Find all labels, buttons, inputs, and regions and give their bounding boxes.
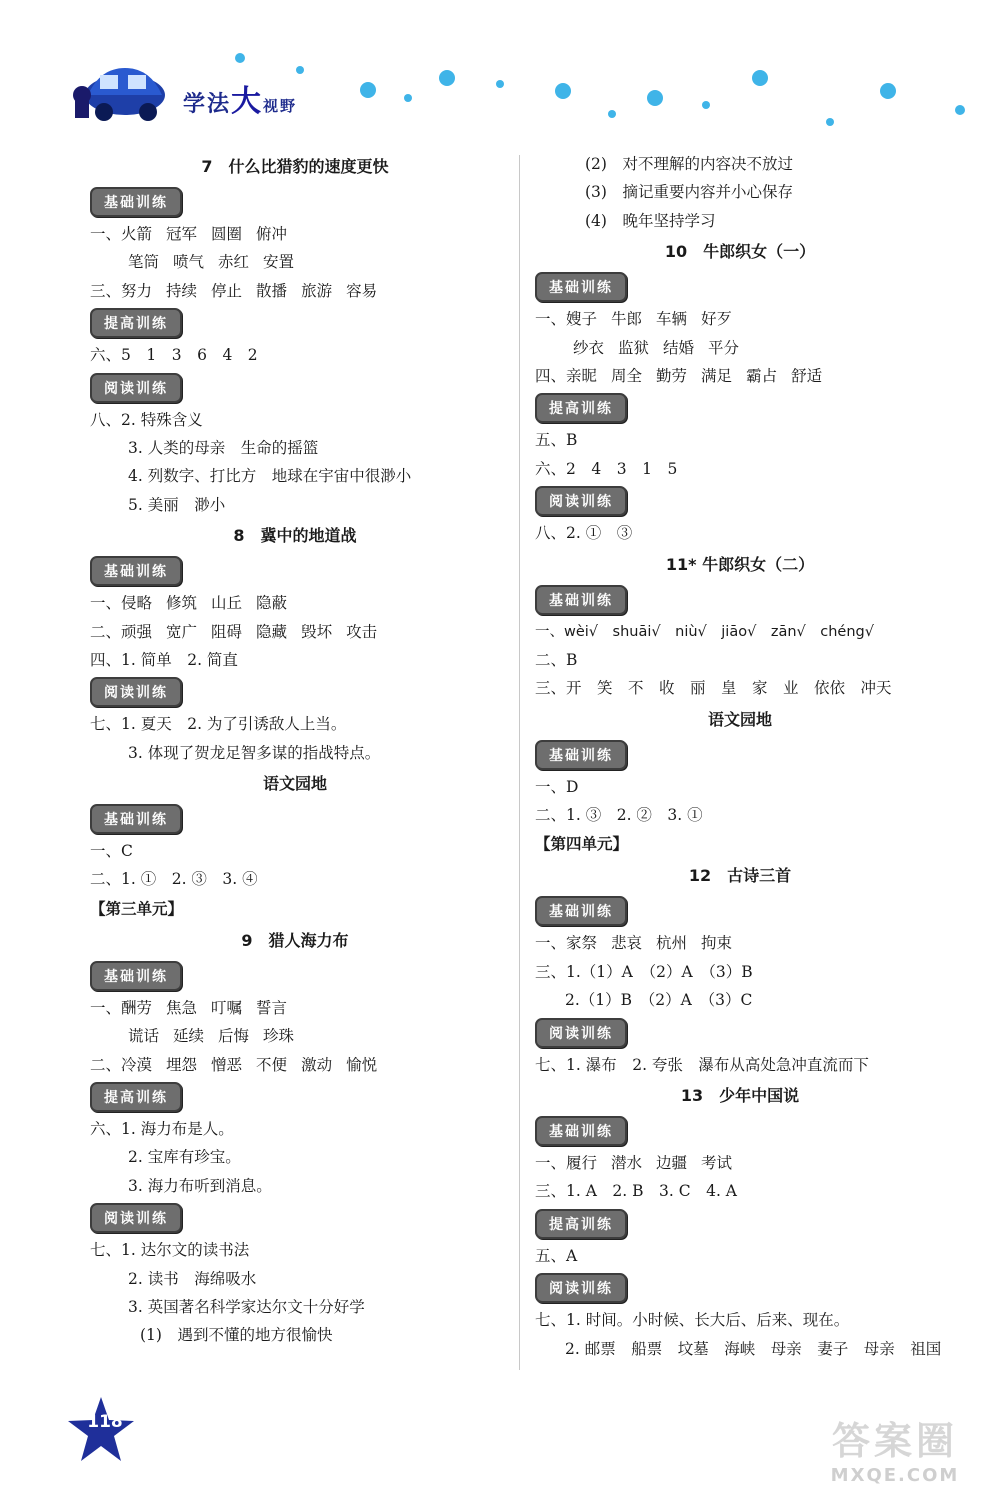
page-header	[0, 0, 1000, 140]
answer-line: 七、1. 时间。小时候、长大后、后来、现在。	[535, 1311, 850, 1330]
answer-line: 三、努力 持续 停止 散播 旅游 容易	[90, 281, 378, 300]
answer-line: 一、D	[535, 777, 579, 796]
logo-part-b: 大	[231, 84, 264, 119]
answer-line: 四、1. 简单 2. 简直	[90, 650, 238, 669]
basic-training-tag: 基础训练	[90, 804, 182, 834]
answer-line: 一、酬劳 焦急 叮嘱 誓言	[90, 998, 288, 1017]
reading-training-tag: 阅读训练	[535, 1273, 627, 1303]
answer-line: 谎话 延续 后悔 珍珠	[128, 1027, 295, 1046]
answer-line: 五、A	[535, 1246, 578, 1265]
reading-training-tag: 阅读训练	[90, 373, 182, 403]
answer-line: 七、1. 夏天 2. 为了引诱敌人上当。	[90, 715, 347, 734]
watermark	[810, 1410, 980, 1490]
answer-line: 一、火箭 冠军 圆圈 俯冲	[90, 225, 288, 243]
basic-training-tag: 基础训练	[90, 961, 182, 991]
improve-training-tag: 提高训练	[535, 393, 627, 423]
header-logo	[183, 76, 297, 120]
answer-line: 七、1. 瀑布 2. 夸张 瀑布从高处急冲直流而下	[535, 1055, 869, 1074]
answer-line: 二、顽强 宽广 阻碍 隐藏 毁坏 攻击	[90, 622, 378, 641]
answer-line: 四、亲昵 周全 勤劳 满足 霸占 舒适	[535, 366, 823, 385]
header-decoration	[0, 0, 1000, 140]
lesson-title: 7 什么比猎豹的速度更快	[201, 157, 389, 176]
watermark-url: MXQE.COM	[830, 1465, 960, 1486]
car-icon	[73, 68, 165, 121]
improve-training-tag: 提高训练	[90, 308, 182, 338]
answer-line: (1) 遇到不懂的地方很愉快	[140, 1326, 333, 1345]
logo-part-c: 视野	[263, 97, 298, 115]
lesson-title: 13 少年中国说	[680, 1086, 800, 1106]
answer-line: 七、1. 达尔文的读书法	[90, 1241, 250, 1260]
answer-line: 一、履行 潜水 边疆 考试	[535, 1154, 733, 1173]
reading-training-tag: 阅读训练	[535, 486, 627, 516]
logo-part-a: 学法	[183, 92, 232, 117]
answer-line: 六、2 4 3 1 5	[535, 459, 678, 478]
answer-line: 4. 列数字、打比方 地球在宇宙中很渺小	[128, 467, 412, 486]
answer-line: 3. 体现了贺龙足智多谋的指战特点。	[128, 743, 381, 762]
left-column	[90, 150, 500, 1350]
answer-line: 二、冷漠 埋怨 憎恶 不便 激动 愉悦	[90, 1055, 378, 1074]
reading-training-tag: 阅读训练	[90, 677, 182, 707]
right-column	[535, 150, 945, 1363]
answer-line: 六、5 1 3 6 4 2	[90, 346, 258, 365]
answer-line: 一、C	[90, 842, 133, 861]
answer-line: 一、家祭 悲哀 杭州 拘束	[535, 934, 733, 953]
lesson-title: 10 牛郎织女（一）	[664, 242, 816, 262]
answer-line: 二、B	[535, 650, 578, 669]
section-title: 语文园地	[707, 709, 772, 729]
answer-line: 5. 美丽 渺小	[128, 495, 226, 514]
answer-line: 五、B	[535, 431, 578, 450]
improve-training-tag: 提高训练	[90, 1082, 182, 1112]
lesson-title: 8 冀中的地道战	[233, 526, 357, 546]
watermark-logo: 答案圈	[831, 1419, 958, 1463]
answer-line: 2. 宝库有珍宝。	[128, 1148, 241, 1167]
answer-line: 2. 读书 海绵吸水	[128, 1269, 257, 1288]
unit-heading: 【第四单元】	[535, 835, 629, 854]
answer-line: 八、2. ① ③	[535, 524, 633, 543]
lesson-title: 11* 牛郎织女（二）	[665, 554, 815, 574]
answer-line: 二、1. ③ 2. ② 3. ①	[535, 806, 703, 825]
basic-training-tag: 基础训练	[90, 556, 182, 586]
answer-line: (4) 晚年坚持学习	[585, 211, 716, 230]
answer-line: 一、侵略 修筑 山丘 隐蔽	[90, 594, 288, 613]
basic-training-tag: 基础训练	[90, 187, 182, 217]
column-divider	[519, 155, 520, 1370]
unit-heading: 【第三单元】	[90, 899, 184, 918]
basic-training-tag: 基础训练	[535, 585, 627, 615]
answer-line: 纱衣 监狱 结婚 平分	[573, 338, 740, 357]
lesson-title: 12 古诗三首	[688, 866, 792, 886]
basic-training-tag: 基础训练	[535, 740, 627, 770]
answer-line: 一、wèi√ shuāi√ niù√ jiāo√ zān√ chéng√	[535, 623, 874, 640]
answer-line: 3. 人类的母亲 生命的摇篮	[128, 438, 319, 457]
answer-line: 2.（1）B （2）A （3）C	[565, 991, 753, 1010]
answer-line: 2. 邮票 船票 坟墓 海峡 母亲 妻子 母亲 祖国	[565, 1339, 942, 1358]
answer-line: 八、2. 特殊含义	[90, 410, 203, 429]
answer-line: 三、1. A 2. B 3. C 4. A	[535, 1182, 737, 1201]
answer-line: 三、1.（1）A （2）A （3）B	[535, 962, 753, 981]
answer-line: 笔筒 喷气 赤红 安置	[128, 253, 295, 272]
reading-training-tag: 阅读训练	[90, 1203, 182, 1233]
sparkles-icon	[235, 53, 965, 126]
answer-line: (3) 摘记重要内容并小心保存	[585, 183, 793, 202]
answer-line: 一、嫂子 牛郎 车辆 好歹	[535, 310, 733, 329]
answer-line: 3. 英国著名科学家达尔文十分好学	[128, 1297, 365, 1316]
section-title: 语文园地	[262, 774, 327, 794]
improve-training-tag: 提高训练	[535, 1209, 627, 1239]
lesson-title: 9 猎人海力布	[241, 930, 349, 950]
answer-line: 六、1. 海力布是人。	[90, 1120, 234, 1139]
basic-training-tag: 基础训练	[535, 1116, 627, 1146]
answer-line: 三、开 笑 不 收 丽 皇 家 业 依依 冲天	[535, 679, 892, 698]
basic-training-tag: 基础训练	[535, 272, 627, 302]
answer-line: (2) 对不理解的内容决不放过	[585, 155, 793, 173]
page-number: 118	[87, 1412, 123, 1432]
answer-line: 二、1. ① 2. ③ 3. ④	[90, 870, 258, 889]
answer-line: 3. 海力布听到消息。	[128, 1176, 272, 1195]
reading-training-tag: 阅读训练	[535, 1018, 627, 1048]
basic-training-tag: 基础训练	[535, 896, 627, 926]
